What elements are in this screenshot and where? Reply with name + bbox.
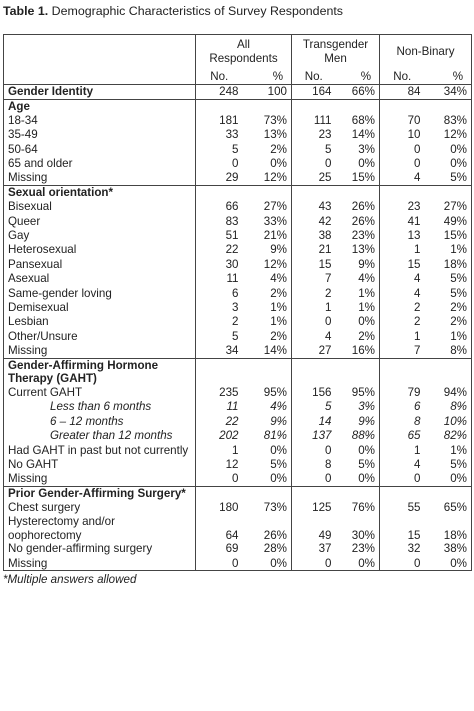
count-cell: 0 — [325, 443, 332, 457]
table-row — [4, 272, 472, 286]
table-row — [4, 457, 472, 471]
count-cell: 15 — [407, 528, 421, 542]
row-label: Missing — [4, 171, 196, 185]
count-cell: 15 — [407, 257, 421, 271]
percent-cell: 4% — [336, 272, 380, 286]
count-cell: 11 — [226, 272, 239, 286]
table-row — [4, 315, 472, 329]
summary-row — [4, 85, 472, 100]
caption-label: Table 1. — [3, 4, 49, 18]
count-cell: 1 — [414, 329, 421, 343]
count-cell: 0 — [232, 472, 239, 486]
count-cell: 0 — [414, 157, 421, 170]
empty-cell — [336, 486, 380, 500]
percent-cell: 2% — [450, 300, 467, 314]
percent-cell: 27% — [443, 200, 467, 214]
empty-cell — [243, 99, 292, 113]
count-cell: 137 — [312, 429, 332, 443]
count-cell: 34 — [225, 343, 239, 357]
count-cell: 248 — [196, 85, 243, 100]
percent-cell: 0% — [336, 157, 380, 171]
percent-cell: 81% — [243, 429, 292, 443]
percent-cell: 95% — [336, 386, 380, 400]
percent-cell: 5% — [450, 272, 467, 286]
percent-cell: 0% — [450, 142, 467, 156]
row-label: Gender-Affirming Hormone Therapy (GAHT) — [4, 358, 196, 386]
count-cell: 30 — [225, 257, 239, 271]
table-row — [4, 556, 472, 570]
table-row — [4, 128, 472, 142]
count-cell: 13 — [407, 228, 421, 242]
empty-cell — [425, 185, 472, 199]
section-header-row — [4, 486, 472, 500]
count-cell: 7 — [414, 343, 421, 357]
percent-cell: 5% — [450, 171, 467, 185]
percent-cell: 1% — [450, 243, 467, 257]
percent-cell: 13% — [336, 243, 380, 257]
row-label: Same-gender loving — [4, 286, 196, 300]
row-label: Missing — [4, 344, 196, 358]
count-cell: 1 — [325, 300, 332, 314]
count-cell: 27 — [318, 343, 332, 357]
section-header-row — [4, 185, 472, 199]
section-header-row — [4, 358, 472, 386]
row-label: Missing — [4, 472, 196, 486]
count-cell: 3 — [232, 300, 239, 314]
percent-cell: 0% — [336, 315, 380, 329]
percent-cell: 15% — [336, 171, 380, 185]
count-cell: 180 — [219, 501, 239, 515]
count-cell: 23 — [318, 128, 332, 142]
percent-cell: 1% — [243, 300, 292, 314]
count-cell: 4 — [414, 171, 421, 185]
table-row — [4, 443, 472, 457]
count-cell: 202 — [219, 429, 239, 443]
count-cell: 0 — [325, 556, 332, 570]
empty-cell — [196, 99, 243, 113]
percent-cell: 1% — [336, 300, 380, 314]
percent-cell: 13% — [243, 128, 292, 142]
count-cell: 69 — [225, 542, 239, 556]
percent-cell: 23% — [336, 542, 380, 556]
demographics-table — [3, 34, 472, 571]
column-sub-header-row — [4, 69, 472, 85]
count-cell: 164 — [292, 85, 336, 100]
count-cell: 2 — [325, 286, 332, 300]
count-cell: 84 — [380, 85, 425, 100]
col-no: No. — [393, 69, 412, 83]
count-cell: 0 — [232, 556, 239, 570]
row-label: Demisexual — [4, 300, 196, 314]
percent-cell: 1% — [243, 315, 292, 329]
count-cell: 0 — [325, 157, 332, 170]
percent-cell: 0% — [450, 556, 467, 570]
empty-cell — [336, 358, 380, 386]
percent-cell: 23% — [336, 229, 380, 243]
percent-cell: 1% — [450, 443, 467, 457]
percent-cell: 0% — [336, 472, 380, 486]
count-cell: 0 — [414, 556, 421, 570]
count-cell: 79 — [407, 385, 421, 399]
percent-cell: 49% — [443, 214, 467, 228]
row-label: Chest surgery — [4, 501, 196, 515]
empty-cell — [243, 358, 292, 386]
percent-cell: 0% — [450, 472, 467, 486]
count-cell: 5 — [325, 142, 332, 156]
percent-cell: 76% — [336, 501, 380, 515]
percent-cell: 0% — [450, 157, 467, 170]
percent-cell: 33% — [243, 214, 292, 228]
count-cell: 6 — [232, 286, 239, 300]
count-cell: 22 — [225, 414, 239, 428]
count-cell: 2 — [414, 315, 421, 329]
row-label: Sexual orientation* — [4, 185, 196, 199]
count-cell: 2 — [232, 315, 239, 329]
count-cell: 2 — [414, 300, 421, 314]
empty-cell — [243, 185, 292, 199]
table-row — [4, 243, 472, 257]
percent-cell: 0% — [243, 472, 292, 486]
table-caption — [3, 3, 471, 20]
empty-cell — [425, 99, 472, 113]
count-cell: 42 — [318, 214, 332, 228]
count-cell: 156 — [312, 385, 332, 399]
row-label: 35-49 — [4, 128, 196, 142]
percent-cell: 100 — [243, 85, 292, 100]
count-cell: 23 — [407, 200, 421, 214]
percent-cell: 5% — [336, 457, 380, 471]
table-row — [4, 344, 472, 358]
percent-cell: 83% — [443, 113, 467, 127]
empty-cell — [425, 358, 472, 386]
table-row — [4, 386, 472, 400]
row-label: Lesbian — [4, 315, 196, 329]
count-cell: 5 — [232, 142, 239, 156]
table-row — [4, 157, 472, 171]
percent-cell: 2% — [243, 142, 292, 156]
percent-cell: 12% — [443, 128, 467, 142]
percent-cell: 26% — [243, 515, 292, 542]
footnote: *Multiple answers allowed — [3, 573, 137, 587]
count-cell: 33 — [225, 128, 239, 142]
empty-cell — [196, 185, 243, 199]
percent-cell: 18% — [443, 257, 467, 271]
table-row — [4, 400, 472, 414]
percent-cell: 73% — [243, 113, 292, 127]
empty-cell — [380, 486, 425, 500]
percent-cell: 1% — [336, 286, 380, 300]
percent-cell: 1% — [450, 329, 467, 343]
percent-cell: 3% — [336, 400, 380, 414]
percent-cell: 26% — [336, 214, 380, 228]
percent-cell: 15% — [443, 228, 467, 242]
percent-cell: 18% — [443, 528, 467, 542]
empty-cell — [292, 358, 336, 386]
count-cell: 25 — [318, 171, 332, 185]
percent-cell: 3% — [336, 142, 380, 156]
row-label: No GAHT — [4, 457, 196, 471]
empty-cell — [380, 99, 425, 113]
percent-cell: 0% — [336, 556, 380, 570]
percent-cell: 2% — [450, 315, 467, 329]
table-row — [4, 515, 472, 542]
row-label: 18-34 — [4, 113, 196, 127]
percent-cell: 9% — [243, 414, 292, 428]
col-group-all: All Respondents — [196, 35, 292, 70]
row-label: Pansexual — [4, 257, 196, 271]
empty-cell — [380, 185, 425, 199]
percent-cell: 2% — [243, 329, 292, 343]
row-label: Age — [4, 99, 196, 113]
col-pct: % — [452, 69, 463, 83]
percent-cell: 8% — [450, 343, 467, 357]
row-label: Current GAHT — [4, 386, 196, 400]
percent-cell: 2% — [243, 286, 292, 300]
count-cell: 64 — [225, 528, 239, 542]
count-cell: 1 — [414, 443, 421, 457]
count-cell: 5 — [325, 400, 332, 414]
row-label: Missing — [4, 556, 196, 570]
table-row — [4, 257, 472, 271]
count-cell: 125 — [312, 501, 332, 515]
count-cell: 0 — [414, 472, 421, 486]
percent-cell: 2% — [336, 329, 380, 343]
table-row — [4, 472, 472, 486]
count-cell: 0 — [232, 157, 239, 170]
count-cell: 14 — [318, 414, 332, 428]
percent-cell: 68% — [336, 113, 380, 127]
percent-cell: 4% — [243, 400, 292, 414]
count-cell: 0 — [414, 142, 421, 156]
empty-cell — [292, 185, 336, 199]
percent-cell: 14% — [336, 128, 380, 142]
count-cell: 181 — [219, 113, 239, 127]
percent-cell: 73% — [243, 501, 292, 515]
count-cell: 70 — [407, 113, 421, 127]
col-no: No. — [210, 69, 229, 83]
table-row — [4, 142, 472, 156]
count-cell: 41 — [407, 214, 421, 228]
empty-cell — [336, 99, 380, 113]
table-row — [4, 414, 472, 428]
empty-cell — [196, 358, 243, 386]
percent-cell: 38% — [443, 542, 467, 556]
percent-cell: 8% — [450, 400, 467, 414]
count-cell: 235 — [219, 385, 239, 399]
col-pct: % — [243, 69, 292, 85]
table-row — [4, 200, 472, 214]
percent-cell: 94% — [443, 385, 467, 399]
percent-cell: 0% — [243, 157, 292, 171]
percent-cell: 5% — [450, 457, 467, 471]
percent-cell: 65% — [443, 501, 467, 515]
count-cell: 38 — [318, 228, 332, 242]
count-cell: 32 — [407, 542, 421, 556]
count-cell: 111 — [313, 113, 332, 127]
count-cell: 0 — [325, 315, 332, 329]
table-row — [4, 214, 472, 228]
count-cell: 8 — [414, 414, 421, 428]
count-cell: 10 — [407, 128, 421, 142]
percent-cell: 0% — [336, 443, 380, 457]
count-cell: 5 — [232, 329, 239, 343]
count-cell: 6 — [414, 400, 421, 414]
empty-cell — [196, 486, 243, 500]
count-cell: 51 — [225, 228, 239, 242]
count-cell: 4 — [325, 329, 332, 343]
col-group-trans-men: Transgender Men — [292, 35, 380, 70]
column-group-header-row — [4, 35, 472, 70]
count-cell: 4 — [414, 286, 421, 300]
percent-cell: 9% — [243, 243, 292, 257]
count-cell: 21 — [318, 243, 332, 257]
table-row — [4, 286, 472, 300]
percent-cell: 5% — [450, 286, 467, 300]
percent-cell: 82% — [443, 429, 467, 443]
row-label: Heterosexual — [4, 243, 196, 257]
percent-cell: 12% — [243, 171, 292, 185]
percent-cell: 5% — [243, 457, 292, 471]
percent-cell: 95% — [243, 386, 292, 400]
row-label: Had GAHT in past but not currently — [4, 443, 196, 457]
count-cell: 65 — [407, 429, 421, 443]
percent-cell: 16% — [336, 344, 380, 358]
row-label: 65 and older — [4, 157, 196, 171]
count-cell: 22 — [225, 243, 239, 257]
empty-cell — [336, 185, 380, 199]
count-cell: 1 — [232, 443, 239, 457]
table-row — [4, 329, 472, 343]
count-cell: 55 — [407, 501, 421, 515]
percent-cell: 14% — [243, 344, 292, 358]
row-label: Gay — [4, 229, 196, 243]
empty-cell — [292, 486, 336, 500]
caption-text: Demographic Characteristics of Survey Respondents — [51, 4, 343, 18]
row-label: Bisexual — [4, 200, 196, 214]
percent-cell: 28% — [243, 542, 292, 556]
count-cell: 1 — [414, 243, 421, 257]
row-label: Greater than 12 months — [4, 429, 196, 443]
table-row — [4, 542, 472, 556]
count-cell: 29 — [225, 171, 239, 185]
percent-cell: 9% — [336, 414, 380, 428]
row-label: Asexual — [4, 272, 196, 286]
count-cell: 83 — [225, 214, 239, 228]
empty-cell — [243, 486, 292, 500]
percent-cell: 30% — [336, 515, 380, 542]
percent-cell: 34% — [425, 85, 472, 100]
percent-cell: 9% — [336, 257, 380, 271]
table-row — [4, 501, 472, 515]
row-label: 6 – 12 months — [4, 414, 196, 428]
empty-cell — [425, 486, 472, 500]
section-header-row — [4, 99, 472, 113]
empty-cell — [380, 358, 425, 386]
count-cell: 11 — [226, 400, 239, 414]
count-cell: 49 — [318, 528, 332, 542]
row-label: No gender-affirming surgery — [4, 542, 196, 556]
percent-cell: 66% — [336, 85, 380, 100]
col-pct: % — [336, 69, 380, 85]
percent-cell: 21% — [243, 229, 292, 243]
percent-cell: 88% — [336, 429, 380, 443]
percent-cell: 26% — [336, 200, 380, 214]
percent-cell: 0% — [243, 443, 292, 457]
row-label: Queer — [4, 214, 196, 228]
col-no: No. — [304, 69, 323, 83]
row-label: Hysterectomy and/or oophorectomy — [4, 515, 196, 542]
table-row — [4, 229, 472, 243]
table-row — [4, 300, 472, 314]
percent-cell: 10% — [443, 414, 467, 428]
table-row — [4, 429, 472, 443]
count-cell: 66 — [225, 200, 239, 214]
count-cell: 43 — [318, 200, 332, 214]
percent-cell: 12% — [243, 257, 292, 271]
count-cell: 12 — [225, 457, 239, 471]
col-group-non-binary: Non-Binary — [396, 45, 455, 58]
percent-cell: 0% — [243, 556, 292, 570]
row-label: Other/Unsure — [4, 329, 196, 343]
percent-cell: 4% — [243, 272, 292, 286]
table-row — [4, 171, 472, 185]
count-cell: 0 — [325, 472, 332, 486]
percent-cell: 27% — [243, 200, 292, 214]
count-cell: 8 — [325, 457, 332, 471]
row-label: Gender Identity — [4, 85, 196, 100]
count-cell: 15 — [318, 257, 332, 271]
count-cell: 7 — [325, 272, 332, 286]
row-label: Less than 6 months — [4, 400, 196, 414]
count-cell: 37 — [318, 542, 332, 556]
row-label: 50-64 — [4, 142, 196, 156]
count-cell: 4 — [414, 457, 421, 471]
table-row — [4, 113, 472, 127]
row-label: Prior Gender-Affirming Surgery* — [4, 486, 196, 500]
count-cell: 4 — [414, 272, 421, 286]
empty-cell — [292, 99, 336, 113]
